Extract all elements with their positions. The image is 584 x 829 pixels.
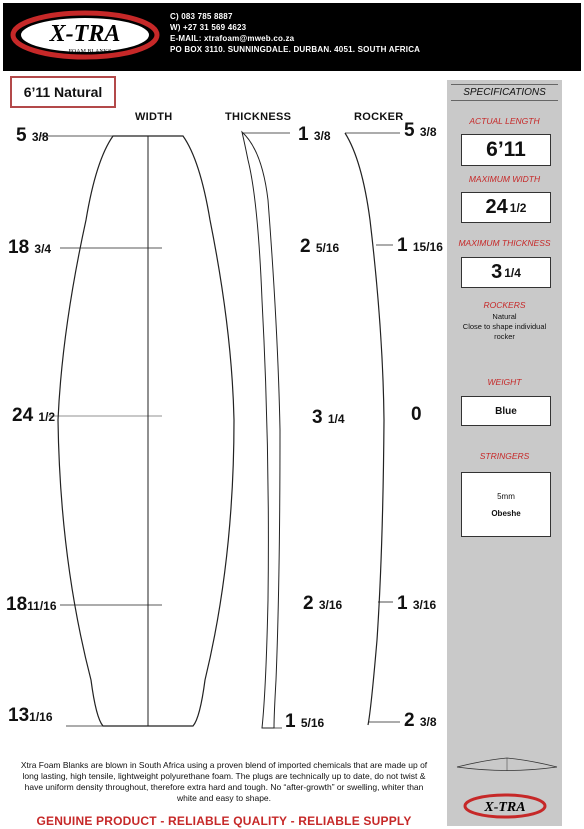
maximum-width-label: MAXIMUM WIDTH — [468, 174, 541, 184]
width-tail12-measure: 1811/16 — [6, 594, 57, 615]
thickness-nose-measure: 1 3/8 — [298, 124, 331, 145]
width-column-title: WIDTH — [135, 111, 173, 123]
product-description: Xtra Foam Blanks are blown in South Africa using a proven blend of imported chemicals that are made up of long lasting, high tensile, lightweight polyurethane foam. The plugs are technically up to date, do not twist & have uniform density throughout, therefore extra hard and tough. No “after-growth” or swelling, whiter than white and easy to shape. — [20, 760, 428, 803]
maximum-thickness-value: 3 — [491, 261, 503, 283]
rocker-column-title: ROCKER — [354, 111, 404, 123]
width-nose-measure: 5 3/8 — [16, 125, 49, 146]
width-wide-point-measure: 24 1/2 — [12, 405, 56, 426]
postal-address: PO BOX 3110. SUNNINGDALE. DURBAN. 4051. SOUTH AFRICA — [170, 45, 421, 54]
thickness-outline — [242, 132, 280, 728]
rocker-curve — [345, 133, 384, 725]
actual-length-value: 6’11 — [486, 138, 526, 161]
actual-length-label: ACTUAL LENGTH — [469, 116, 540, 126]
thickness-middle-measure: 3 1/4 — [312, 407, 345, 428]
logo-brand-text: X-TRA — [49, 21, 121, 47]
planshape-outline — [58, 136, 234, 726]
rocker-tail12-measure: 1 3/16 — [397, 593, 437, 614]
stringer-wood: Obeshe — [491, 508, 521, 518]
specifications-title: SPECIFICATIONS — [451, 84, 558, 101]
weight-box — [461, 396, 551, 426]
email-text[interactable]: E-MAIL: xtrafoam@mweb.co.za — [170, 34, 295, 43]
thickness-tail12-measure: 2 3/16 — [303, 593, 343, 614]
maximum-thickness-fraction: 1/4 — [504, 265, 521, 280]
width-nose12-measure: 18 3/4 — [8, 237, 52, 258]
svg-text:X-TRA: X-TRA — [484, 800, 526, 815]
weight-value: Blue — [495, 405, 517, 417]
rockers-note: Natural Close to shape individual rocker — [462, 312, 547, 341]
model-name: 6’11 Natural — [23, 84, 103, 100]
rockers-label: ROCKERS — [483, 300, 526, 310]
thickness-column-title: THICKNESS — [225, 111, 292, 123]
thickness-tail-measure: 1 5/16 — [285, 711, 325, 732]
width-tail-measure: 131/16 — [8, 705, 53, 726]
logo-sub-text: FOAM BLANKS — [68, 49, 112, 55]
stringers-label: STRINGERS — [479, 451, 530, 461]
maximum-width-box — [461, 192, 551, 223]
thickness-nose12-measure: 2 5/16 — [300, 236, 340, 257]
xtra-logo-small — [462, 792, 548, 820]
maximum-width-fraction: 1/2 — [509, 200, 527, 215]
rocker-nose12-measure: 1 15/16 — [397, 235, 443, 256]
stringers-box — [461, 472, 551, 537]
stringer-size: 5mm — [497, 491, 515, 501]
maximum-width-value: 24 — [485, 196, 508, 218]
maximum-thickness-box — [461, 257, 551, 288]
phone-cell: C) 083 785 8887 — [170, 12, 233, 21]
maximum-thickness-label: MAXIMUM THICKNESS — [458, 238, 551, 248]
rocker-nose-measure: 5 3/8 — [404, 120, 437, 141]
tagline: GENUINE PRODUCT - RELIABLE QUALITY - RELIABLE SUPPLY — [36, 814, 412, 828]
weight-label: WEIGHT — [487, 377, 522, 387]
board-profile-icon — [455, 748, 559, 776]
rocker-middle-measure: 0 — [411, 404, 422, 425]
rocker-tail-measure: 2 3/8 — [404, 710, 437, 731]
phone-work: W) +27 31 569 4623 — [170, 23, 247, 32]
actual-length-box — [461, 134, 551, 166]
